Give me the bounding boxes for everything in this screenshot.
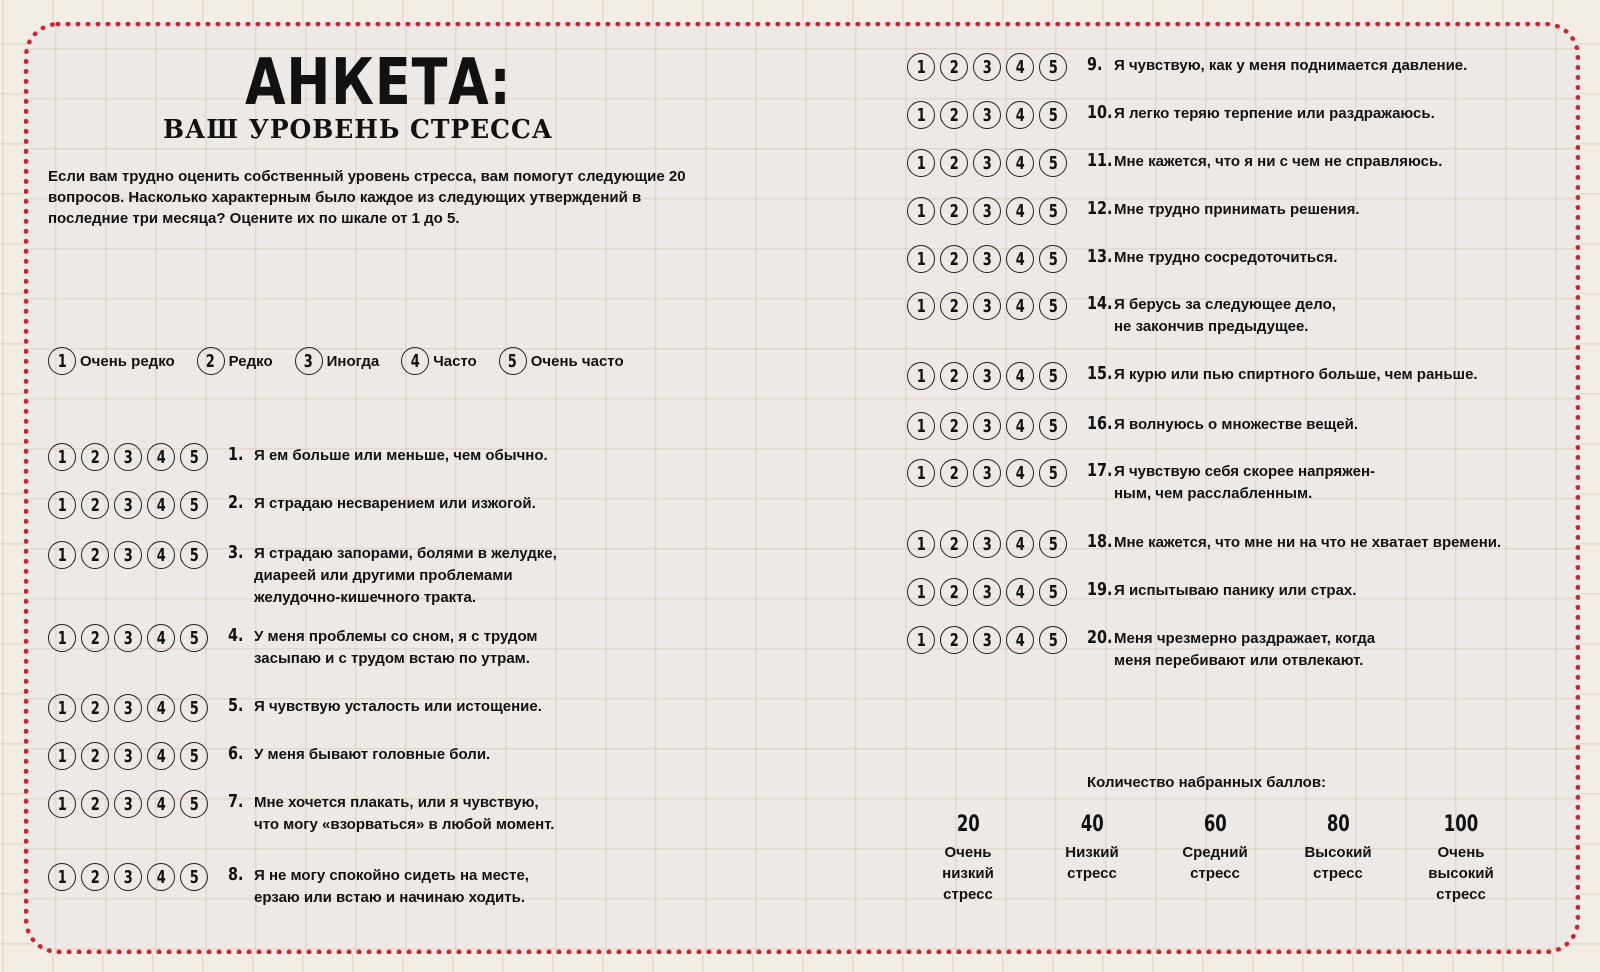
answer-option-3[interactable]: 3	[973, 362, 1001, 390]
question-row	[907, 197, 1554, 225]
score-value: 100	[1443, 812, 1479, 837]
question-row	[48, 863, 614, 909]
answer-option-4[interactable]: 4	[147, 742, 175, 770]
question-row	[48, 742, 614, 770]
question-number: 4.	[228, 625, 244, 646]
answer-option-2[interactable]: 2	[81, 863, 109, 891]
question-text: Мне кажется, что я ни с чем не справляюсь.	[1114, 153, 1443, 170]
answer-options	[907, 578, 1087, 606]
score-level	[1160, 810, 1270, 884]
question-number: 15.	[1087, 363, 1113, 384]
answer-option-2[interactable]: 2	[81, 624, 109, 652]
score-label: Очень высокий стресс	[1428, 844, 1494, 903]
legend-bubble-2: 2	[197, 347, 225, 375]
answer-options	[48, 863, 228, 891]
question-row	[907, 459, 1554, 505]
answer-option-3[interactable]: 3	[973, 292, 1001, 320]
score-label: Очень низкий стресс	[942, 844, 994, 903]
answer-option-5[interactable]: 5	[1039, 101, 1067, 129]
answer-option-2[interactable]: 2	[940, 362, 968, 390]
answer-option-1[interactable]: 1	[907, 412, 935, 440]
answer-option-3[interactable]: 3	[114, 491, 142, 519]
question-text: Мне кажется, что мне ни на что не хватает времени.	[1114, 534, 1502, 551]
answer-options	[907, 197, 1087, 225]
question-number: 1.	[228, 444, 244, 465]
page-subtitle: ВАШ УРОВЕНЬ СТРЕССА	[163, 115, 554, 145]
answer-option-2[interactable]: 2	[81, 694, 109, 722]
answer-option-5[interactable]: 5	[1039, 578, 1067, 606]
answer-option-4[interactable]: 4	[147, 541, 175, 569]
answer-option-3[interactable]: 3	[973, 626, 1001, 654]
question-row	[907, 530, 1554, 558]
answer-option-4[interactable]: 4	[1006, 149, 1034, 177]
answer-option-1[interactable]: 1	[48, 742, 76, 770]
answer-option-2[interactable]: 2	[940, 459, 968, 487]
score-level	[1406, 810, 1516, 905]
answer-option-1[interactable]: 1	[48, 863, 76, 891]
answer-options	[48, 790, 228, 818]
answer-option-5[interactable]: 5	[1039, 149, 1067, 177]
legend-label: Редко	[228, 352, 273, 370]
answer-option-4[interactable]: 4	[1006, 362, 1034, 390]
question-text: Я ем больше или меньше, чем обычно.	[254, 447, 548, 464]
answer-option-3[interactable]: 3	[973, 412, 1001, 440]
answer-options	[907, 245, 1087, 273]
question-number: 10.	[1087, 102, 1113, 123]
legend-bubble-1: 1	[48, 347, 76, 375]
answer-option-4[interactable]: 4	[147, 790, 175, 818]
answer-option-1[interactable]: 1	[48, 694, 76, 722]
question-text: Мне трудно сосредоточиться.	[1114, 249, 1338, 266]
question-row	[48, 491, 614, 519]
answer-option-3[interactable]: 3	[973, 530, 1001, 558]
answer-options	[48, 624, 228, 652]
question-number: 3.	[228, 542, 244, 563]
scoring-title: Количество набранных баллов:	[1087, 774, 1327, 791]
question-row	[907, 53, 1554, 81]
answer-option-5[interactable]: 5	[1039, 362, 1067, 390]
answer-option-4[interactable]: 4	[1006, 578, 1034, 606]
question-number: 8.	[228, 864, 244, 885]
question-text: Мне хочется плакать, или я чувствую, что могу «взорваться» в любой момент.	[254, 794, 555, 833]
score-value: 80	[1326, 812, 1350, 837]
question-text: Я курю или пью спиртного больше, чем раньше.	[1114, 366, 1478, 383]
score-label: Низкий стресс	[1065, 844, 1119, 882]
legend-label: Очень часто	[530, 352, 624, 370]
answer-options	[48, 694, 228, 722]
answer-option-3[interactable]: 3	[114, 863, 142, 891]
question-text: Я чувствую, как у меня поднимается давление.	[1114, 57, 1468, 74]
answer-option-2[interactable]: 2	[81, 742, 109, 770]
answer-option-3[interactable]: 3	[114, 790, 142, 818]
answer-option-5[interactable]: 5	[1039, 412, 1067, 440]
question-row	[48, 790, 614, 836]
answer-option-1[interactable]: 1	[907, 459, 935, 487]
question-row	[48, 694, 614, 722]
answer-option-4[interactable]: 4	[1006, 412, 1034, 440]
answer-options	[907, 101, 1087, 129]
score-label: Высокий стресс	[1304, 844, 1372, 882]
answer-option-3[interactable]: 3	[973, 53, 1001, 81]
question-row	[48, 624, 614, 670]
question-text: У меня проблемы со сном, я с трудом засыпаю и с трудом встаю по утрам.	[254, 628, 538, 667]
legend-item-1	[48, 347, 175, 375]
score-level	[1283, 810, 1393, 884]
question-number: 20.	[1087, 627, 1113, 648]
answer-option-5[interactable]: 5	[180, 694, 208, 722]
answer-option-3[interactable]: 3	[114, 694, 142, 722]
question-row	[907, 245, 1554, 273]
question-row	[48, 541, 614, 609]
answer-option-5[interactable]: 5	[1039, 53, 1067, 81]
question-row	[48, 443, 614, 471]
answer-option-3[interactable]: 3	[973, 459, 1001, 487]
question-number: 12.	[1087, 198, 1113, 219]
answer-option-1[interactable]: 1	[907, 197, 935, 225]
question-text: Я страдаю несварением или изжогой.	[254, 495, 536, 512]
score-value: 20	[956, 812, 980, 837]
answer-option-1[interactable]: 1	[907, 362, 935, 390]
answer-option-5[interactable]: 5	[1039, 245, 1067, 273]
question-row	[907, 149, 1554, 177]
page-title: АНКЕТА:	[245, 46, 512, 120]
question-text: Я волнуюсь о множестве вещей.	[1114, 416, 1359, 433]
answer-option-5[interactable]: 5	[180, 541, 208, 569]
question-text: Я страдаю запорами, болями в желудке, диареей или другими проблемами желудочно-кишечного тракта.	[254, 545, 557, 606]
score-value: 40	[1080, 812, 1104, 837]
score-level	[1037, 810, 1147, 884]
answer-option-5[interactable]: 5	[1039, 530, 1067, 558]
answer-options	[907, 53, 1087, 81]
answer-option-5[interactable]: 5	[180, 863, 208, 891]
question-row	[907, 362, 1554, 390]
question-number: 13.	[1087, 246, 1113, 267]
legend-item-4	[401, 347, 477, 375]
answer-option-3[interactable]: 3	[114, 541, 142, 569]
answer-option-5[interactable]: 5	[180, 790, 208, 818]
answer-option-5[interactable]: 5	[1039, 459, 1067, 487]
question-text: Я чувствую усталость или истощение.	[254, 698, 542, 715]
legend-label: Часто	[433, 352, 477, 370]
answer-option-4[interactable]: 4	[1006, 101, 1034, 129]
answer-options	[907, 459, 1087, 487]
answer-option-2[interactable]: 2	[81, 491, 109, 519]
question-row	[907, 578, 1554, 606]
answer-option-4[interactable]: 4	[147, 694, 175, 722]
answer-option-2[interactable]: 2	[940, 149, 968, 177]
answer-option-1[interactable]: 1	[48, 491, 76, 519]
answer-option-4[interactable]: 4	[147, 863, 175, 891]
answer-option-5[interactable]: 5	[180, 624, 208, 652]
answer-option-1[interactable]: 1	[48, 541, 76, 569]
answer-option-5[interactable]: 5	[1039, 292, 1067, 320]
answer-option-3[interactable]: 3	[973, 149, 1001, 177]
answer-options	[907, 149, 1087, 177]
answer-option-1[interactable]: 1	[907, 53, 935, 81]
answer-option-3[interactable]: 3	[114, 443, 142, 471]
answer-option-2[interactable]: 2	[940, 578, 968, 606]
answer-option-1[interactable]: 1	[907, 578, 935, 606]
answer-options	[48, 491, 228, 519]
answer-option-2[interactable]: 2	[940, 412, 968, 440]
answer-option-2[interactable]: 2	[940, 530, 968, 558]
question-number: 9.	[1087, 54, 1103, 75]
question-number: 2.	[228, 492, 244, 513]
answer-options	[48, 742, 228, 770]
answer-option-3[interactable]: 3	[973, 578, 1001, 606]
question-text: Я не могу спокойно сидеть на месте, ерзаю или встаю и начинаю ходить.	[254, 867, 529, 906]
answer-option-1[interactable]: 1	[907, 245, 935, 273]
answer-option-3[interactable]: 3	[114, 742, 142, 770]
answer-options	[907, 530, 1087, 558]
answer-option-2[interactable]: 2	[940, 626, 968, 654]
answer-option-2[interactable]: 2	[81, 790, 109, 818]
legend-item-2	[197, 347, 273, 375]
answer-option-4[interactable]: 4	[1006, 530, 1034, 558]
question-number: 18.	[1087, 531, 1113, 552]
question-number: 5.	[228, 695, 244, 716]
answer-option-4[interactable]: 4	[1006, 459, 1034, 487]
question-number: 16.	[1087, 413, 1113, 434]
answer-option-4[interactable]: 4	[147, 491, 175, 519]
answer-options	[48, 541, 228, 569]
answer-option-1[interactable]: 1	[907, 101, 935, 129]
answer-option-2[interactable]: 2	[81, 443, 109, 471]
legend-label: Иногда	[326, 352, 380, 370]
answer-option-3[interactable]: 3	[973, 101, 1001, 129]
question-text: Меня чрезмерно раздражает, когда меня перебивают или отвлекают.	[1114, 630, 1376, 669]
answer-options	[48, 443, 228, 471]
answer-option-5[interactable]: 5	[1039, 197, 1067, 225]
intro-text: Если вам трудно оценить собственный уровень стресса, вам помогут следующие 20 вопросов. Насколько характерным было каждое из следующих утверждений в последние три месяца? Оцените их по шкале от 1 до 5.	[48, 168, 686, 227]
scale-legend	[48, 347, 646, 375]
answer-option-3[interactable]: 3	[114, 624, 142, 652]
answer-options	[907, 412, 1087, 440]
answer-option-1[interactable]: 1	[48, 790, 76, 818]
question-row	[907, 412, 1554, 440]
question-text: Я берусь за следующее дело, не закончив предыдущее.	[1114, 296, 1336, 335]
answer-option-2[interactable]: 2	[940, 292, 968, 320]
legend-bubble-3: 3	[295, 347, 323, 375]
answer-option-5[interactable]: 5	[180, 443, 208, 471]
answer-option-2[interactable]: 2	[940, 197, 968, 225]
legend-item-5	[499, 347, 624, 375]
answer-option-5[interactable]: 5	[180, 742, 208, 770]
question-number: 6.	[228, 743, 244, 764]
question-row	[907, 101, 1554, 129]
question-text: Мне трудно принимать решения.	[1114, 201, 1360, 218]
answer-option-2[interactable]: 2	[940, 101, 968, 129]
answer-option-5[interactable]: 5	[1039, 626, 1067, 654]
answer-option-4[interactable]: 4	[147, 624, 175, 652]
answer-option-4[interactable]: 4	[1006, 292, 1034, 320]
answer-option-2[interactable]: 2	[940, 245, 968, 273]
question-number: 11.	[1087, 150, 1113, 171]
question-number: 17.	[1087, 460, 1113, 481]
answer-option-4[interactable]: 4	[147, 443, 175, 471]
question-text: У меня бывают головные боли.	[254, 746, 491, 763]
question-row	[907, 292, 1554, 338]
answer-option-1[interactable]: 1	[907, 530, 935, 558]
question-text: Я легко теряю терпение или раздражаюсь.	[1114, 105, 1435, 122]
legend-bubble-4: 4	[401, 347, 429, 375]
answer-options	[907, 626, 1087, 654]
answer-option-1[interactable]: 1	[907, 149, 935, 177]
score-level	[913, 810, 1023, 905]
question-text: Я чувствую себя скорее напряжен- ным, чем расслабленным.	[1114, 463, 1376, 502]
answer-option-4[interactable]: 4	[1006, 53, 1034, 81]
question-number: 14.	[1087, 293, 1113, 314]
answer-option-1[interactable]: 1	[48, 624, 76, 652]
question-number: 7.	[228, 791, 244, 812]
answer-option-1[interactable]: 1	[48, 443, 76, 471]
answer-option-4[interactable]: 4	[1006, 197, 1034, 225]
answer-option-2[interactable]: 2	[81, 541, 109, 569]
answer-option-3[interactable]: 3	[973, 245, 1001, 273]
score-label: Средний стресс	[1182, 844, 1248, 882]
answer-option-3[interactable]: 3	[973, 197, 1001, 225]
answer-option-1[interactable]: 1	[907, 292, 935, 320]
score-value: 60	[1203, 812, 1227, 837]
answer-option-5[interactable]: 5	[180, 491, 208, 519]
question-number: 19.	[1087, 579, 1113, 600]
answer-options	[907, 362, 1087, 390]
question-text: Я испытываю панику или страх.	[1114, 582, 1357, 599]
answer-option-2[interactable]: 2	[940, 53, 968, 81]
answer-option-4[interactable]: 4	[1006, 245, 1034, 273]
legend-label: Очень редко	[80, 352, 175, 370]
answer-options	[907, 292, 1087, 320]
answer-option-1[interactable]: 1	[907, 626, 935, 654]
question-row	[907, 626, 1554, 672]
legend-item-3	[295, 347, 380, 375]
legend-bubble-5: 5	[499, 347, 527, 375]
answer-option-4[interactable]: 4	[1006, 626, 1034, 654]
